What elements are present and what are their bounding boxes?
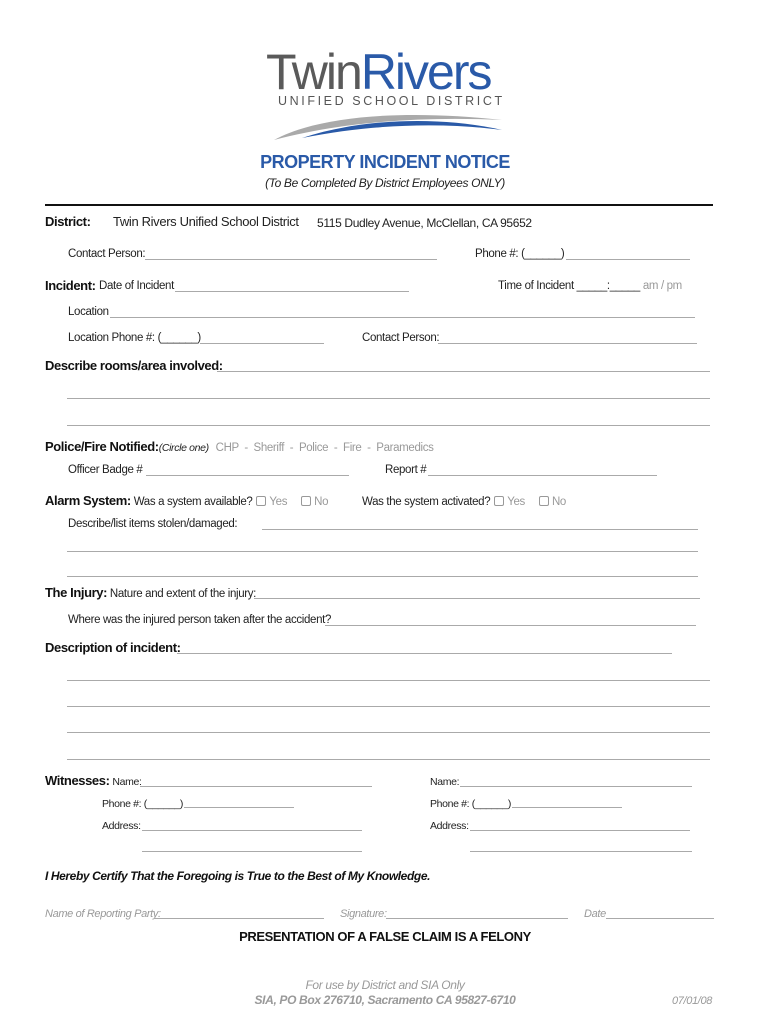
activated-yes-checkbox[interactable] [494,496,504,506]
phone-label: Phone #: (______) [475,248,565,260]
logo-swoosh-icon [262,108,512,148]
witness-2-address-label: Address: [430,820,469,832]
witness-1-name-field[interactable] [140,786,372,787]
witness-2-name-label: Name: [430,776,460,788]
felony-warning: PRESENTATION OF A FALSE CLAIM IS A FELONY [239,929,531,944]
signature-field[interactable] [386,918,568,919]
page-title: PROPERTY INCIDENT NOTICE [260,152,510,172]
date-sign-field[interactable] [606,918,714,919]
incident-contact-label: Contact Person: [362,332,440,344]
witness-1-phone-field[interactable] [184,807,294,808]
witness-1-phone-label: Phone #: (______) [102,798,184,810]
items-field-line[interactable] [67,576,698,577]
location-phone-field[interactable] [200,343,324,344]
rooms-field-line[interactable] [67,398,710,399]
district-name: Twin Rivers Unified School District [113,214,299,229]
report-field[interactable] [428,475,657,476]
witness-2-phone-field[interactable] [512,807,622,808]
incident-contact-field[interactable] [438,343,697,344]
rooms-field[interactable] [217,371,710,372]
date-sign-label: Date [584,908,606,920]
reporting-party-label: Name of Reporting Party: [45,908,161,920]
logo-wordmark: TwinRivers [266,44,491,100]
date-label: Date of Incident [99,280,174,292]
description-field[interactable] [177,653,672,654]
witness-1-name-row: Witnesses: Name: [45,773,142,788]
police-label: Police/Fire Notified:(Circle one) CHP - Sheriff - Police - Fire - Paramedics [45,439,434,454]
incident-label: Incident: [45,278,96,293]
witness-1-address-field[interactable] [142,830,362,831]
report-label: Report # [385,464,427,476]
description-label: Description of incident: [45,640,181,655]
page-subtitle: (To Be Completed By District Employees ONLY) [265,176,505,190]
contact-field[interactable] [145,259,437,260]
items-field[interactable] [262,529,698,530]
available-no-checkbox[interactable] [301,496,311,506]
description-field-line[interactable] [67,732,710,733]
injury-row: The Injury: Nature and extent of the injury: [45,585,256,600]
alarm-row: Alarm System: Was a system available? Yes No [45,493,329,508]
items-label: Describe/list items stolen/damaged: [68,518,238,530]
witness-2-address-line[interactable] [470,851,692,852]
date-field[interactable] [175,291,409,292]
witness-2-name-field[interactable] [460,786,692,787]
reporting-party-field[interactable] [154,918,324,919]
activated-no-checkbox[interactable] [539,496,549,506]
district-label: District: [45,214,91,229]
phone-field[interactable] [566,259,690,260]
witness-2-address-field[interactable] [470,830,690,831]
footer-use: For use by District and SIA Only [305,978,465,992]
witness-2-phone-label: Phone #: (______) [430,798,512,810]
time-label: Time of Incident _____:_____ am / pm [498,280,682,292]
description-field-line[interactable] [67,759,710,760]
logo-subtitle: UNIFIED SCHOOL DISTRICT [278,94,505,108]
rooms-field-line[interactable] [67,425,710,426]
police-options[interactable]: CHP - Sheriff - Police - Fire - Paramedics [215,442,434,454]
logo [262,44,512,144]
signature-label: Signature: [340,908,387,920]
activated-row: Was the system activated? Yes No [362,496,566,508]
witness-1-address-line[interactable] [142,851,362,852]
witness-1-address-label: Address: [102,820,141,832]
footer-version: 07/01/08 [672,995,713,1007]
injury-field[interactable] [254,598,700,599]
footer-address: SIA, PO Box 276710, Sacramento CA 95827-6710 [254,993,516,1007]
district-address: 5115 Dudley Avenue, McClellan, CA 95652 [317,216,532,230]
description-field-line[interactable] [67,680,710,681]
where-label: Where was the injured person taken after the accident? [68,614,332,626]
certify-statement: I Hereby Certify That the Foregoing is True to the Best of My Knowledge. [45,869,431,883]
location-label: Location [68,306,109,318]
available-yes-checkbox[interactable] [256,496,266,506]
items-field-line[interactable] [67,551,698,552]
where-field[interactable] [325,625,696,626]
description-field-line[interactable] [67,706,710,707]
location-field[interactable] [110,317,695,318]
divider [45,204,713,206]
contact-label: Contact Person: [68,248,146,260]
badge-label: Officer Badge # [68,464,143,476]
location-phone-label: Location Phone #: (______) [68,332,201,344]
rooms-label: Describe rooms/area involved: [45,358,223,373]
badge-field[interactable] [146,475,349,476]
